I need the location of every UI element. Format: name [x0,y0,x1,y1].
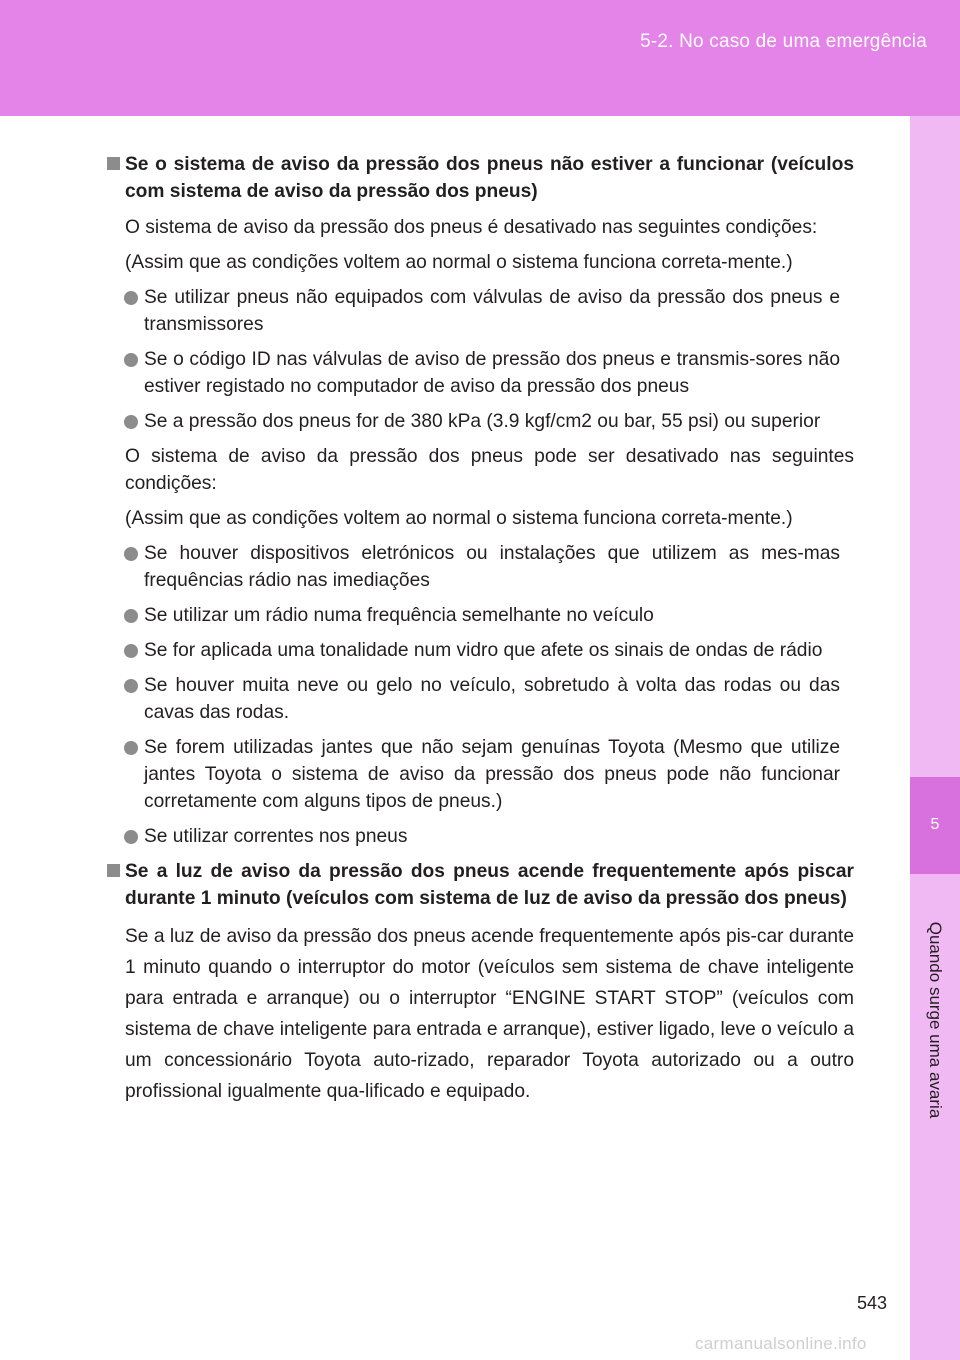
list-item-text: Se for aplicada uma tonalidade num vidro que afete os sinais de ondas de rádio [144,640,823,661]
list-item [107,823,854,850]
circle-bullet-icon [124,609,138,623]
side-tab-label: Quando surge uma avaria [926,921,945,1119]
section-heading [107,858,854,912]
circle-bullet-icon [124,741,138,755]
list-item-text: Se utilizar pneus não equipados com válvulas de aviso da pressão dos pneus e transmissores [144,287,840,335]
page-content [107,151,854,1115]
list-item [107,346,854,400]
list-item [107,672,854,726]
section-heading [107,151,854,205]
page-number: 543 [857,1293,888,1313]
list-item [107,284,854,338]
list-item-text: Se utilizar um rádio numa frequência semelhante no veículo [144,605,654,626]
circle-bullet-icon [124,291,138,305]
list-item [107,637,854,664]
list-item-text: Se houver muita neve ou gelo no veículo, sobretudo à volta das rodas ou das cavas das rodas. [144,675,840,723]
list-item-text: Se a pressão dos pneus for de 380 kPa (3.9 kgf/cm2 ou bar, 55 psi) ou superior [144,411,821,432]
list-item-text: Se utilizar correntes nos pneus [144,826,408,847]
circle-bullet-icon [124,679,138,693]
paragraph: O sistema de aviso da pressão dos pneus é desativado nas seguintes condições: [125,217,818,238]
list-item [107,602,854,629]
circle-bullet-icon [124,547,138,561]
list-item-text: Se houver dispositivos eletrónicos ou instalações que utilizem as mes-mas frequências rádio nas imediações [144,543,840,591]
side-tab-number[interactable]: 5 [910,777,960,874]
list-item [107,408,854,435]
list-item [107,734,854,815]
paragraph: Se a luz de aviso da pressão dos pneus acende frequentemente após pis-car durante 1 minuto quando o interruptor do motor (veículos sem sistema de chave inteligente para entrada e arranque) ou o interruptor “ENGINE START STOP” (veículos com sistema de chave inteligente para entrada e arranque), estiver ligado, leve o veículo a um concessionário Toyota auto-rizado, reparador Toyota autorizado ou a outro profissional igualmente qua-lificado e equipado. [125,926,854,1102]
section-heading-text: Se a luz de aviso da pressão dos pneus acende frequentemente após piscar durante 1 minuto (veículos com sistema de luz de aviso da pressão dos pneus) [125,861,854,909]
side-tab [910,116,960,1360]
circle-bullet-icon [124,830,138,844]
circle-bullet-icon [124,644,138,658]
paragraph: (Assim que as condições voltem ao normal o sistema funciona correta-mente.) [125,252,793,273]
square-bullet-icon [107,864,120,877]
section-heading-text: Se o sistema de aviso da pressão dos pneus não estiver a funcionar (veículos com sistema de aviso da pressão dos pneus) [125,154,854,202]
paragraph: O sistema de aviso da pressão dos pneus pode ser desativado nas seguintes condições: [125,446,854,494]
circle-bullet-icon [124,415,138,429]
list-item-text: Se forem utilizadas jantes que não sejam genuínas Toyota (Mesmo que utilize jantes Toyota o sistema de aviso da pressão dos pneus pode não funcionar corretamente com alguns tipos de pneus.) [144,737,840,812]
chapter-title: 5-2. No caso de uma emergência [640,31,927,52]
paragraph: (Assim que as condições voltem ao normal o sistema funciona correta-mente.) [125,508,793,529]
header-bar [0,0,960,116]
watermark: carmanualsonline.info [695,1334,867,1353]
circle-bullet-icon [124,353,138,367]
list-item [107,540,854,594]
list-item-text: Se o código ID nas válvulas de aviso de pressão dos pneus e transmis-sores não estiver registado no computador de aviso da pressão dos pneus [144,349,840,397]
square-bullet-icon [107,157,120,170]
